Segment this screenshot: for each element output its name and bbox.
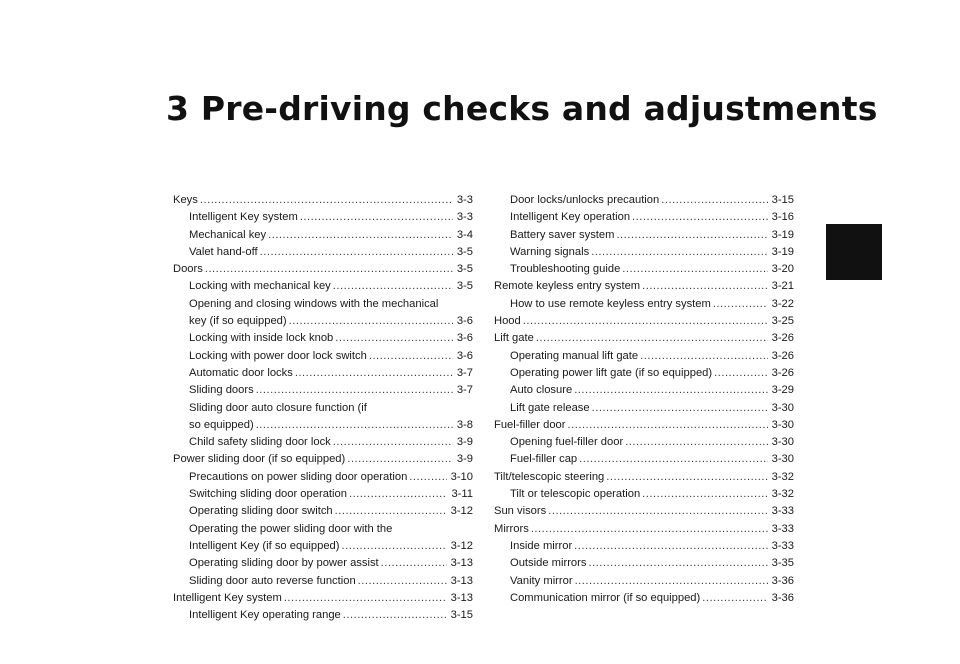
toc-entry [173,555,473,572]
toc-entry-title: Mirrors [494,522,529,535]
toc-entry-title: Lift gate [494,332,534,345]
toc-entry-page: 3-3 [456,194,473,206]
toc-entry-title: Opening and closing windows with the mechanical [189,297,439,310]
dot-leader [335,503,447,520]
toc-entry-page: 3-19 [771,245,794,258]
toc-entry [173,244,473,261]
toc-entry-line2 [189,313,473,330]
toc-entry-title: Intelligent Key system [173,591,282,604]
dot-leader [333,434,453,451]
chapter-tab-marker [826,224,882,280]
toc-entry-title: Locking with inside lock knob [189,332,334,345]
dot-leader [713,296,768,313]
toc-entry-title: Child safety sliding door lock [189,436,331,449]
toc-entry-title: Mechanical key [189,228,267,241]
dot-leader [632,209,768,226]
toc-entry [494,417,794,434]
toc-entry [494,192,794,209]
dot-leader [409,469,446,486]
toc-entry-title: Locking with power door lock switch [189,349,367,362]
toc-entry-title: Battery saver system [510,228,615,241]
toc-entry-title: Operating sliding door by power assist [189,557,379,570]
toc-entry [494,382,794,399]
toc-entry-page: 3-6 [456,349,473,362]
toc-entry-page: 3-33 [771,505,794,518]
toc-entry [173,296,473,331]
toc-entry-title: Sun visors [494,505,547,518]
toc-entry-title: Operating the power sliding door with the [189,522,393,535]
dot-leader [289,313,453,330]
toc-entry-title: Power sliding door (if so equipped) [173,453,346,466]
dot-leader [342,538,447,555]
toc-entry-page: 3-26 [771,349,794,362]
toc-entry-title: Outside mirrors [510,557,587,570]
dot-leader [714,365,767,382]
toc-entry-page: 3-30 [771,436,794,449]
toc-entry-title-continued: so equipped) [189,418,254,431]
dot-leader [300,209,453,226]
toc-entry [173,486,473,503]
toc-entry-title: Door locks/unlocks precaution [510,194,660,206]
toc-entry-title-continued: Intelligent Key (if so equipped) [189,539,340,552]
dot-leader [575,573,768,590]
toc-entry-page: 3-16 [771,211,794,224]
toc-entry-page: 3-25 [771,315,794,328]
toc-entry-page: 3-8 [456,418,473,431]
dot-leader [369,348,453,365]
dot-leader [295,365,453,382]
toc-entry [494,209,794,226]
toc-entry-title: Sliding door auto reverse function [189,574,356,587]
toc-entry-title-continued: key (if so equipped) [189,315,287,328]
toc-entry [173,607,473,624]
dot-leader [343,607,447,624]
toc-entry-page: 3-4 [456,228,473,241]
toc-entry-title: Doors [173,263,203,276]
toc-entry-title: Operating sliding door switch [189,505,333,518]
toc-entry-page: 3-12 [450,505,473,518]
toc-entry-title: Precautions on power sliding door operation [189,470,408,483]
toc-entry-page: 3-33 [771,522,794,535]
toc-entry [494,330,794,347]
toc-entry-title: Tilt/telescopic steering [494,470,605,483]
toc-entry-page: 3-36 [771,591,794,604]
toc-entry-page: 3-13 [450,591,473,604]
toc-entry-title: How to use remote keyless entry system [510,297,711,310]
dot-leader [205,261,453,278]
dot-leader [358,573,447,590]
toc-entry [173,382,473,399]
dot-leader [640,348,767,365]
toc-entry-title: Auto closure [510,384,573,397]
toc-entry-title: Opening fuel-filler door [510,436,624,449]
toc-entry-title: Fuel-filler cap [510,453,578,466]
dot-leader [256,382,453,399]
toc-entry [494,573,794,590]
toc-entry-page: 3-32 [771,470,794,483]
dot-leader [335,330,453,347]
toc-entry-title: Intelligent Key operating range [189,609,341,622]
dot-leader [333,278,453,295]
toc-entry [494,400,794,417]
toc-entry-title: Operating manual lift gate [510,349,639,362]
toc-entry [494,486,794,503]
toc-entry-page: 3-15 [771,194,794,206]
toc-entry [173,209,473,226]
toc-entry-page: 3-6 [456,332,473,345]
toc-entry-title: Hood [494,315,521,328]
toc-entry [173,330,473,347]
toc-entry-page: 3-9 [456,453,473,466]
toc-entry-title: Valet hand-off [189,245,258,258]
toc-entry-page: 3-30 [771,418,794,431]
toc-entry [494,469,794,486]
toc-entry-title: Remote keyless entry system [494,280,641,293]
toc-entry [173,400,473,435]
dot-leader [579,451,767,468]
toc-entry-title: Communication mirror (if so equipped) [510,591,701,604]
toc-entry-title: Warning signals [510,245,590,258]
toc-column-right [494,192,794,607]
toc-entry [494,521,794,538]
toc-entry [494,244,794,261]
toc-entry [173,348,473,365]
dot-leader [606,469,767,486]
toc-entry [173,521,473,556]
toc-entry [494,278,794,295]
toc-entry-title: Keys [173,194,198,206]
toc-entry-page: 3-22 [771,297,794,310]
toc-entry-title: Locking with mechanical key [189,280,331,293]
toc-entry-page: 3-30 [771,453,794,466]
toc-entry [173,227,473,244]
dot-leader [256,417,453,434]
toc-entry [173,278,473,295]
toc-entry-page: 3-20 [771,263,794,276]
toc-entry-page: 3-5 [456,263,473,276]
toc-entry-page: 3-29 [771,384,794,397]
toc-entry-title: Sliding doors [189,384,254,397]
toc-entry [173,573,473,590]
dot-leader [381,555,447,572]
dot-leader [568,417,768,434]
toc-entry [173,469,473,486]
toc-entry-page: 3-5 [456,280,473,293]
dot-leader [574,538,767,555]
dot-leader [531,521,768,538]
toc-entry [494,503,794,520]
toc-entry-page: 3-30 [771,401,794,414]
toc-entry [494,555,794,572]
toc-entry-page: 3-9 [456,436,473,449]
toc-column-left [173,192,473,624]
toc-entry-page: 3-6 [456,315,473,328]
dot-leader [536,330,768,347]
toc-entry [494,227,794,244]
toc-entry [173,451,473,468]
dot-leader [284,590,447,607]
toc-entry [494,538,794,555]
dot-leader [702,590,767,607]
toc-entry-page: 3-7 [456,366,473,379]
toc-entry [494,348,794,365]
toc-entry-page: 3-5 [456,245,473,258]
toc-entry [494,451,794,468]
toc-entry [173,434,473,451]
toc-entry [173,192,473,209]
toc-entry [173,261,473,278]
toc-entry-page: 3-36 [771,574,794,587]
dot-leader [642,278,767,295]
toc-entry-title: Fuel-filler door [494,418,566,431]
dot-leader [548,503,767,520]
dot-leader [260,244,453,261]
toc-entry [494,434,794,451]
toc-entry [494,590,794,607]
toc-entry-page: 3-26 [771,366,794,379]
toc-entry [494,261,794,278]
dot-leader [268,227,453,244]
dot-leader [349,486,447,503]
toc-entry-page: 3-26 [771,332,794,345]
toc-entry-line2 [189,417,473,434]
toc-entry-page: 3-19 [771,228,794,241]
dot-leader [592,400,768,417]
toc-entry-page: 3-13 [450,574,473,587]
toc-entry [494,365,794,382]
dot-leader [661,192,767,209]
toc-entry-title: Intelligent Key system [189,211,298,224]
dot-leader [200,192,453,209]
toc-entry-page: 3-3 [456,211,473,224]
toc-entry-page: 3-11 [451,488,473,501]
dot-leader [616,227,767,244]
dot-leader [642,486,767,503]
dot-leader [574,382,767,399]
toc-entry-page: 3-15 [450,609,473,622]
toc-entry-title: Automatic door locks [189,366,293,379]
page-title: 3 Pre-driving checks and adjustments [166,89,878,128]
toc-entry-title: Lift gate release [510,401,590,414]
toc-entry [173,503,473,520]
toc-entry-title: Intelligent Key operation [510,211,631,224]
dot-leader [588,555,767,572]
toc-entry-title: Sliding door auto closure function (if [189,401,367,414]
toc-entry-page: 3-12 [450,539,473,552]
toc-entry-title: Tilt or telescopic operation [510,488,641,501]
dot-leader [347,451,453,468]
toc-entry-title: Inside mirror [510,539,573,552]
toc-entry-line2 [189,538,473,555]
toc-entry-title: Operating power lift gate (if so equipped) [510,366,713,379]
toc-entry-page: 3-33 [771,539,794,552]
toc-entry [173,590,473,607]
toc-entry [494,313,794,330]
toc-entry [494,296,794,313]
dot-leader [622,261,767,278]
toc-entry-page: 3-13 [450,557,473,570]
toc-entry-page: 3-35 [771,557,794,570]
toc-entry-title: Troubleshooting guide [510,263,621,276]
dot-leader [625,434,767,451]
toc-entry-title: Switching sliding door operation [189,488,347,501]
toc-entry-title: Vanity mirror [510,574,573,587]
toc-entry [173,365,473,382]
dot-leader [523,313,768,330]
dot-leader [591,244,767,261]
toc-entry-page: 3-32 [771,488,794,501]
toc-entry-page: 3-10 [450,470,473,483]
toc-entry-page: 3-21 [771,280,794,293]
toc-entry-page: 3-7 [456,384,473,397]
